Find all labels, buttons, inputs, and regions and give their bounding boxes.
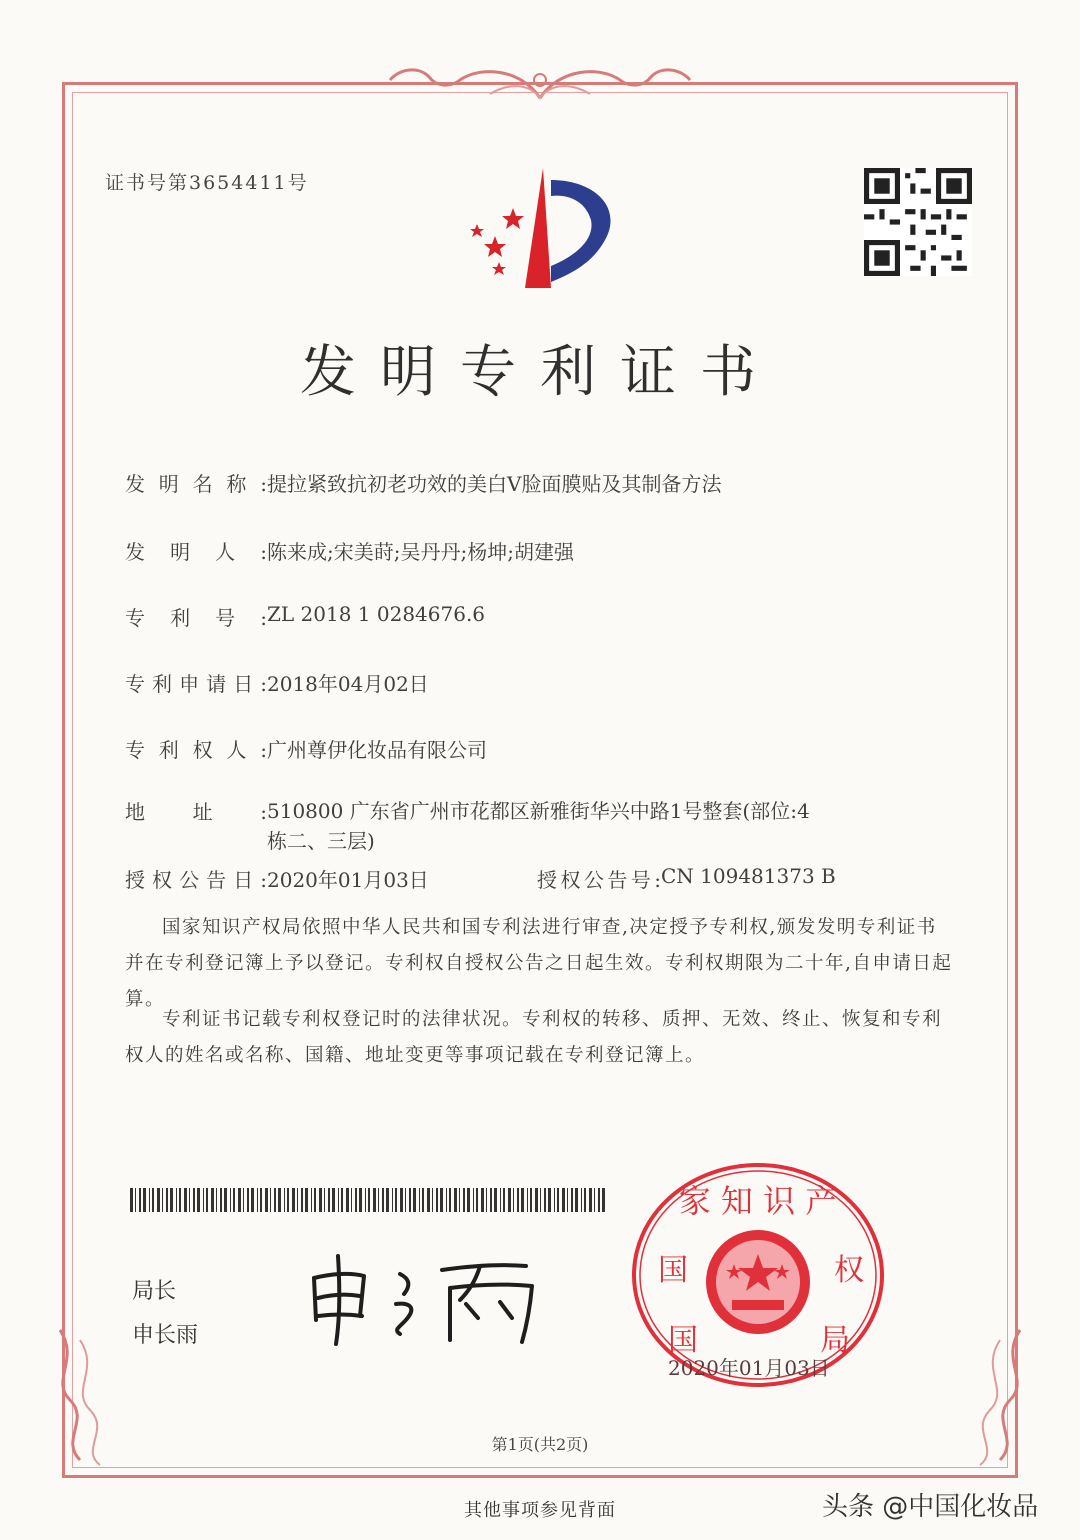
qr-code (864, 168, 972, 276)
patentee: 广州尊伊化妆品有限公司 (267, 738, 487, 762)
patentee-label: 专利权人: (125, 738, 267, 762)
grant-date: 2020年01月03日 (267, 868, 429, 892)
patent-number: ZL 2018 1 0284676.6 (267, 602, 486, 626)
back-side-note: 其他事项参见背面 (464, 1500, 616, 1521)
invention-name-row (125, 468, 721, 497)
svg-text:局: 局 (820, 1323, 850, 1358)
source-watermark: 头条 @中国化妆品 (822, 1492, 1039, 1522)
invention-name: 提拉紧致抗初老功效的美白V脸面膜贴及其制备方法 (267, 472, 722, 496)
seal-date: 2020年01月03日 (668, 1356, 830, 1380)
patentee-row (125, 734, 487, 763)
certificate-title: 发明专利证书 (300, 340, 780, 405)
invention-name-label: 发明名称: (125, 472, 267, 496)
svg-text:权: 权 (834, 1253, 864, 1288)
filing-date: 2018年04月02日 (267, 672, 429, 696)
page-indicator: 第1页(共2页) (491, 1435, 589, 1454)
inventor-label: 发明人: (125, 540, 267, 564)
inventor-row (125, 536, 574, 565)
svg-text:家 知 识 产: 家 知 识 产 (678, 1182, 838, 1220)
top-ornament (370, 58, 710, 108)
director-name: 申长雨 (132, 1323, 199, 1348)
director-title: 局长 (132, 1279, 177, 1304)
grant-number-label: 授权公告号: (537, 868, 661, 892)
grant-number: CN 109481373 B (661, 864, 836, 888)
svg-text:国: 国 (658, 1253, 688, 1288)
address-row (125, 796, 827, 856)
barcode (130, 1188, 610, 1212)
certificate-number: 证书号第3654411号 (105, 172, 309, 194)
inventors: 陈来成;宋美莳;吴丹丹;杨坤;胡建强 (267, 540, 574, 564)
address-label: 地址: (125, 800, 267, 824)
patent-number-row (125, 602, 485, 631)
patent-number-label: 专利号: (125, 606, 267, 630)
filing-date-row (125, 668, 429, 697)
grant-date-label: 授权公告日: (125, 868, 267, 892)
grant-statement: 国家知识产权局依照中华人民共和国专利法进行审查,决定授予专利权,颁发发明专利证书并在专利登记簿上予以登记。专利权自授权公告之日起生效。专利权期限为二十年,自申请日起算。 (125, 917, 953, 1010)
grant-row (125, 864, 836, 893)
address: 510800 广东省广州市花都区新雅街华兴中路1号整套(部位:4栋二、三层) (267, 799, 810, 853)
director-signature (300, 1248, 550, 1348)
cnipa-logo-icon (455, 158, 625, 298)
legal-status-statement: 专利证书记载专利权登记时的法律状况。专利权的转移、质押、无效、终止、恢复和专利权人的姓名或名称、国籍、地址变更等事项记载在专利登记簿上。 (125, 1009, 943, 1066)
svg-text:国: 国 (668, 1323, 698, 1358)
filing-date-label: 专利申请日: (125, 672, 267, 696)
